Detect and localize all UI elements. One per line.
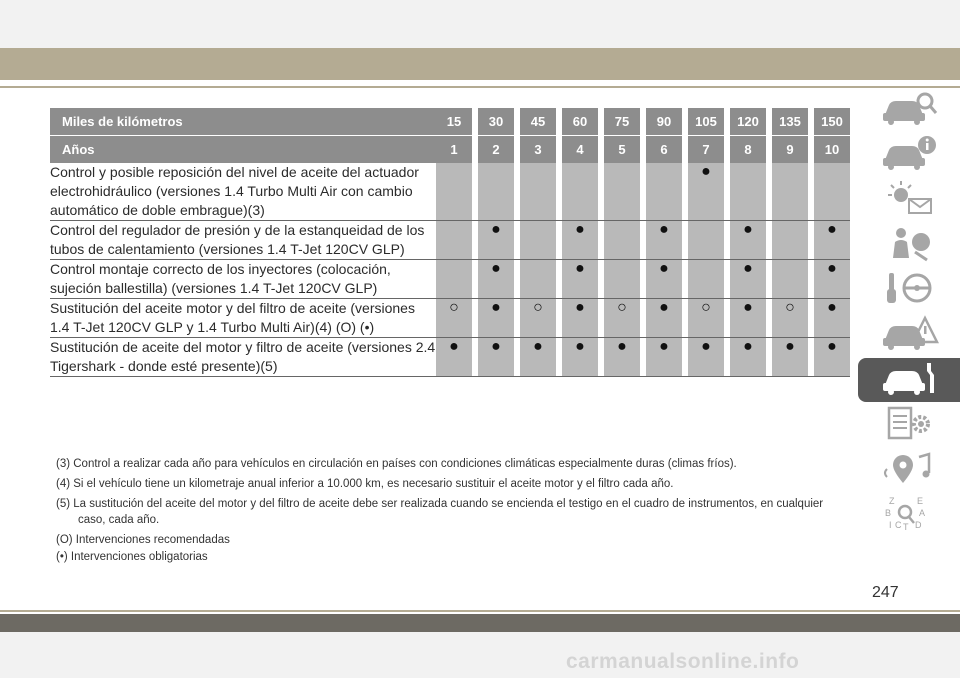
interval-cell <box>730 260 766 299</box>
interval-cell <box>604 221 640 260</box>
key-steering-wheel-icon <box>879 269 939 312</box>
interval-cell <box>562 163 598 221</box>
svg-text:E: E <box>917 495 924 506</box>
footer-color-bar <box>0 614 960 632</box>
interval-cell <box>814 221 850 260</box>
interval-cell <box>814 338 850 377</box>
interval-cell <box>478 260 514 299</box>
interval-cell <box>562 221 598 260</box>
interval-cell <box>814 299 850 338</box>
km-header-value: 45 <box>520 108 556 135</box>
interval-mark: ● <box>659 338 669 355</box>
table-row <box>50 338 850 377</box>
interval-mark: ● <box>617 338 627 355</box>
footnote-5: (5) La sustitución del aceite del motor y del filtro de aceite debe ser realizada cuando se encienda el testigo en el cuadro de instrumentos, en cualquier caso, cada año. <box>56 498 824 526</box>
interval-mark: ● <box>659 221 669 238</box>
warning-light-mail-icon <box>879 179 939 222</box>
interval-mark: ● <box>491 338 501 355</box>
svg-text:C: C <box>895 519 902 530</box>
page-number: 247 <box>872 584 899 601</box>
interval-mark: ● <box>701 163 711 180</box>
chapter-sidebar <box>858 88 960 538</box>
sidebar-tab-car-search[interactable] <box>858 88 960 132</box>
interval-cell <box>730 299 766 338</box>
sidebar-tab-warning-light-mail[interactable] <box>858 178 960 222</box>
interval-mark: ● <box>743 260 753 277</box>
interval-cell <box>436 260 472 299</box>
interval-mark: ● <box>743 221 753 238</box>
car-wrench-icon <box>879 359 939 402</box>
svg-text:I: I <box>889 519 892 530</box>
interval-mark: ● <box>449 338 459 355</box>
operation-description: Control montaje correcto de los inyectores (colocación, sujeción ballestilla) (versiones 1.4 T-Jet 120CV GLP) <box>50 260 436 299</box>
operation-description: Sustitución de aceite del motor y filtro de aceite (versiones 2.4 Tigershark - donde esté presente)(5) <box>50 338 436 377</box>
car-info-icon <box>879 134 939 177</box>
interval-cell <box>604 163 640 221</box>
alphabet-search-icon <box>879 494 939 537</box>
interval-cell <box>730 338 766 377</box>
interval-cell <box>478 163 514 221</box>
km-header-value: 150 <box>814 108 850 135</box>
interval-cell <box>688 299 724 338</box>
km-header-value: 120 <box>730 108 766 135</box>
sidebar-tab-key-steering-wheel[interactable] <box>858 268 960 312</box>
interval-mark: ○ <box>617 299 627 316</box>
interval-cell <box>688 260 724 299</box>
sidebar-tab-car-hazard[interactable] <box>858 313 960 357</box>
svg-text:D: D <box>915 519 922 530</box>
year-header-value: 8 <box>730 135 766 163</box>
interval-cell <box>772 299 808 338</box>
footer-rule <box>0 610 960 612</box>
interval-mark: ● <box>701 338 711 355</box>
svg-text:A: A <box>919 507 926 518</box>
operation-description: Control y posible reposición del nivel de aceite del actuador electrohidráulico (versiones 1.4 Turbo Multi Air con cambio automático de doble embrague)(3) <box>50 163 436 221</box>
interval-cell <box>646 338 682 377</box>
interval-cell <box>688 338 724 377</box>
interval-cell <box>688 163 724 221</box>
header-color-bar <box>0 48 960 80</box>
sidebar-tab-airbag-person[interactable] <box>858 223 960 267</box>
footnote-4: (4) Si el vehículo tiene un kilometraje anual inferior a 10.000 km, es necesario sustituir el aceite motor y el filtro cada año. <box>56 478 674 490</box>
sidebar-tab-car-info[interactable] <box>858 133 960 177</box>
bottom-margin <box>0 632 960 678</box>
interval-cell <box>562 338 598 377</box>
interval-cell <box>730 221 766 260</box>
interval-mark: ○ <box>701 299 711 316</box>
interval-cell <box>772 221 808 260</box>
footnotes <box>56 456 846 566</box>
svg-text:T: T <box>903 521 909 532</box>
watermark: carmanualsonline.info <box>566 650 800 673</box>
interval-cell <box>520 163 556 221</box>
interval-cell <box>646 260 682 299</box>
year-header-value: 4 <box>562 135 598 163</box>
operation-description: Control del regulador de presión y de la estanqueidad de los tubos de calentamiento (versiones 1.4 T-Jet 120CV GLP) <box>50 221 436 260</box>
interval-cell <box>646 163 682 221</box>
interval-cell <box>478 299 514 338</box>
table-row <box>50 163 850 221</box>
interval-mark: ● <box>491 221 501 238</box>
car-search-icon <box>879 89 939 132</box>
year-header-value: 10 <box>814 135 850 163</box>
interval-mark: ○ <box>533 299 543 316</box>
interval-cell <box>436 338 472 377</box>
interval-mark: ● <box>827 299 837 316</box>
table-row <box>50 260 850 299</box>
table-row <box>50 221 850 260</box>
interval-cell <box>604 299 640 338</box>
interval-mark: ● <box>575 221 585 238</box>
years-header-row <box>50 135 850 163</box>
interval-mark: ● <box>533 338 543 355</box>
legend-mandatory: (•) Intervenciones obligatorias <box>56 551 208 563</box>
interval-cell <box>436 163 472 221</box>
header-rule <box>0 86 960 88</box>
km-header-label: Miles de kilómetros <box>50 108 436 135</box>
interval-cell <box>478 221 514 260</box>
svg-text:B: B <box>885 507 892 518</box>
interval-mark: ○ <box>785 299 795 316</box>
year-header-value: 2 <box>478 135 514 163</box>
car-hazard-icon <box>879 314 939 357</box>
year-header-value: 9 <box>772 135 808 163</box>
interval-cell <box>478 338 514 377</box>
interval-mark: ● <box>785 338 795 355</box>
sidebar-tab-list-gear[interactable] <box>858 403 960 447</box>
interval-cell <box>646 221 682 260</box>
km-header-value: 90 <box>646 108 682 135</box>
legend-recommended: (O) Intervenciones recomendadas <box>56 534 230 546</box>
km-header-value: 75 <box>604 108 640 135</box>
map-music-icon <box>879 449 939 492</box>
km-header-row <box>50 108 850 135</box>
interval-cell <box>814 163 850 221</box>
interval-cell <box>562 260 598 299</box>
km-header-value: 30 <box>478 108 514 135</box>
table-row <box>50 299 850 338</box>
km-header-value: 105 <box>688 108 724 135</box>
interval-mark: ● <box>491 260 501 277</box>
interval-cell <box>562 299 598 338</box>
interval-mark: ● <box>743 299 753 316</box>
year-header-value: 5 <box>604 135 640 163</box>
years-header-label: Años <box>50 135 436 163</box>
interval-mark: ● <box>575 260 585 277</box>
interval-cell <box>436 299 472 338</box>
year-header-value: 1 <box>436 135 472 163</box>
interval-mark: ● <box>491 299 501 316</box>
interval-cell <box>436 221 472 260</box>
airbag-person-icon <box>879 224 939 267</box>
year-header-value: 7 <box>688 135 724 163</box>
interval-cell <box>604 338 640 377</box>
interval-mark: ○ <box>449 299 459 316</box>
interval-cell <box>814 260 850 299</box>
interval-mark: ● <box>743 338 753 355</box>
sidebar-tab-alphabet-search[interactable] <box>858 493 960 537</box>
sidebar-tab-car-wrench[interactable] <box>858 358 960 402</box>
list-gear-icon <box>879 404 939 447</box>
km-header-value: 60 <box>562 108 598 135</box>
interval-cell <box>688 221 724 260</box>
year-header-value: 3 <box>520 135 556 163</box>
year-header-value: 6 <box>646 135 682 163</box>
interval-cell <box>604 260 640 299</box>
interval-mark: ● <box>659 260 669 277</box>
interval-cell <box>772 260 808 299</box>
svg-text:Z: Z <box>889 495 895 506</box>
interval-mark: ● <box>575 338 585 355</box>
interval-cell <box>730 163 766 221</box>
footnote-3: (3) Control a realizar cada año para vehículos en circulación en países con condiciones climáticas especialmente duras (climas fríos). <box>56 458 737 470</box>
interval-cell <box>520 299 556 338</box>
interval-cell <box>520 221 556 260</box>
interval-cell <box>646 299 682 338</box>
km-header-value: 135 <box>772 108 808 135</box>
interval-cell <box>520 260 556 299</box>
km-header-value: 15 <box>436 108 472 135</box>
top-margin <box>0 0 960 48</box>
interval-mark: ● <box>827 260 837 277</box>
sidebar-tab-map-music[interactable] <box>858 448 960 492</box>
interval-mark: ● <box>575 299 585 316</box>
interval-mark: ● <box>659 299 669 316</box>
interval-cell <box>772 163 808 221</box>
interval-mark: ● <box>827 221 837 238</box>
interval-cell <box>520 338 556 377</box>
operation-description: Sustitución del aceite motor y del filtro de aceite (versiones 1.4 T-Jet 120CV GLP y 1.4 Turbo Multi Air)(4) (O) (•) <box>50 299 436 338</box>
interval-mark: ● <box>827 338 837 355</box>
maintenance-schedule-table <box>50 108 850 377</box>
interval-cell <box>772 338 808 377</box>
